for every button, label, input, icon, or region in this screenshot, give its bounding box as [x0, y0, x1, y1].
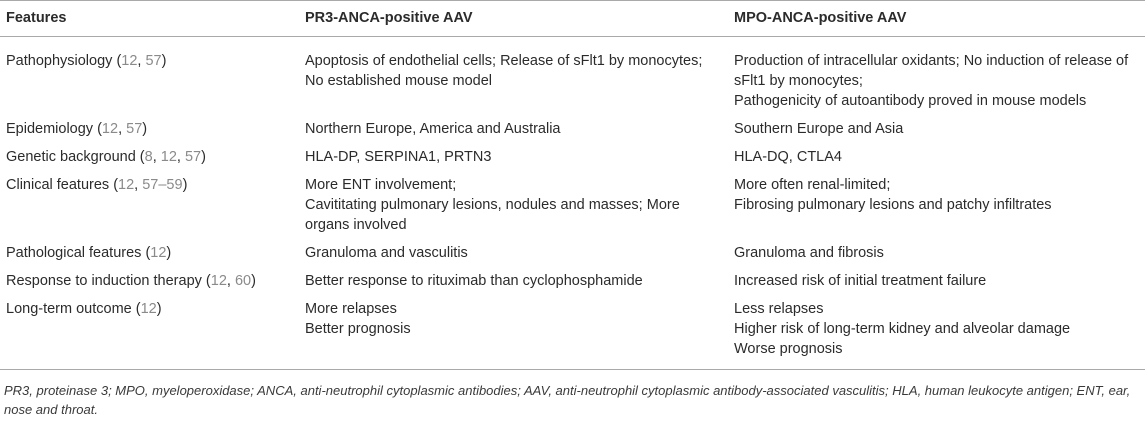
feature-cell: Long-term outcome (12) — [0, 295, 299, 370]
cell-line: HLA-DQ, CTLA4 — [734, 149, 842, 165]
table-header — [0, 1, 1145, 37]
table-row — [0, 115, 1145, 143]
feature-label: Pathophysiology — [6, 53, 113, 69]
cell-line: No established mouse model — [305, 73, 492, 89]
table-row — [0, 295, 1145, 370]
pr3-cell — [299, 295, 728, 370]
cell-line: Increased risk of initial treatment failure — [734, 273, 987, 289]
mpo-cell — [728, 143, 1145, 171]
cell-line: Pathogenicity of autoantibody proved in mouse models — [734, 93, 1087, 109]
header-mpo: MPO-ANCA-positive AAV — [728, 1, 1145, 37]
cell-line: Better prognosis — [305, 321, 411, 337]
reference-link[interactable]: 12 — [118, 177, 135, 193]
cell-line: sFlt1 by monocytes; — [734, 73, 863, 89]
cell-line: Less relapses — [734, 301, 824, 317]
reference-link[interactable]: 60 — [234, 273, 252, 289]
cell-line: Granuloma and fibrosis — [734, 245, 884, 261]
pr3-cell — [299, 239, 728, 267]
pr3-cell — [299, 143, 728, 171]
feature-label: Genetic background — [6, 149, 136, 165]
feature-cell: Pathological features (12) — [6, 245, 172, 261]
mpo-cell — [728, 115, 1145, 143]
cell-line: Worse prognosis — [734, 341, 843, 357]
feature-label: Response to induction therapy — [6, 273, 202, 289]
reference-link[interactable]: 12 — [150, 245, 167, 261]
reference-link[interactable]: 12 — [160, 149, 177, 165]
pr3-cell — [299, 171, 728, 239]
feature-label: Long-term outcome — [6, 301, 132, 317]
feature-cell: Response to induction therapy (12, 60) — [6, 273, 256, 289]
reference-link[interactable]: 8 — [144, 149, 153, 165]
feature-label: Epidemiology — [6, 121, 94, 137]
reference-link[interactable]: 57 — [145, 53, 162, 69]
table-footnote: PR3, proteinase 3; MPO, myeloperoxidase; ANCA, anti-neutrophil cytoplasmic antibodies; AAV, anti-neutrophil cytoplasmic antibody-associated vasculitis; HLA, human leukocyte antigen; ENT, ear, nose and throat. — [4, 383, 1131, 417]
table-row — [0, 143, 1145, 171]
reference-link[interactable]: 57 — [126, 121, 143, 137]
header-row — [0, 1, 1145, 37]
reference-link[interactable]: 57–59 — [142, 177, 183, 193]
mpo-cell — [728, 267, 1145, 295]
mpo-cell — [728, 239, 1145, 267]
table-body — [0, 37, 1145, 370]
reference-link[interactable]: 12 — [140, 301, 157, 317]
pr3-cell — [299, 115, 728, 143]
cell-line: Cavititating pulmonary lesions, nodules and masses; More — [305, 197, 680, 213]
mpo-cell — [728, 295, 1145, 370]
cell-line: Granuloma and vasculitis — [305, 245, 468, 261]
feature-cell: Clinical features (12, 57–59) — [6, 177, 188, 193]
feature-cell: Pathophysiology (12, 57) — [6, 53, 167, 69]
pr3-cell — [299, 267, 728, 295]
feature-cell: Genetic background (8, 12, 57) — [6, 149, 206, 165]
feature-label: Clinical features — [6, 177, 110, 193]
cell-line: HLA-DP, SERPINA1, PRTN3 — [305, 149, 492, 165]
cell-line: More ENT involvement; — [305, 177, 457, 193]
cell-line: Southern Europe and Asia — [734, 121, 904, 137]
reference-link[interactable]: 57 — [184, 149, 202, 165]
cell-line: Better response to rituximab than cyclophosphamide — [305, 273, 643, 289]
cell-line: Production of intracellular oxidants; No induction of release of — [734, 53, 1129, 69]
cell-line: More relapses — [305, 301, 397, 317]
cell-line: Higher risk of long-term kidney and alveolar damage — [734, 321, 1071, 337]
table-row — [0, 239, 1145, 267]
feature-label: Pathological features — [6, 245, 142, 261]
mpo-cell — [728, 171, 1145, 239]
header-pr3: PR3-ANCA-positive AAV — [299, 1, 728, 37]
table-row — [0, 171, 1145, 239]
reference-link[interactable]: 12 — [101, 121, 119, 137]
pr3-cell — [299, 37, 728, 116]
reference-link[interactable]: 12 — [121, 53, 138, 69]
reference-link[interactable]: 12 — [210, 273, 227, 289]
feature-cell: Epidemiology (12, 57) — [6, 121, 148, 137]
cell-line: organs involved — [305, 217, 407, 233]
cell-line: More often renal-limited; — [734, 177, 891, 193]
table-row — [0, 37, 1145, 116]
cell-line: Fibrosing pulmonary lesions and patchy infiltrates — [734, 197, 1052, 213]
mpo-cell — [728, 37, 1145, 116]
cell-line: Apoptosis of endothelial cells; Release of sFlt1 by monocytes; — [305, 53, 703, 69]
cell-line: Northern Europe, America and Australia — [305, 121, 561, 137]
header-features: Features — [0, 1, 299, 37]
table-row — [0, 267, 1145, 295]
